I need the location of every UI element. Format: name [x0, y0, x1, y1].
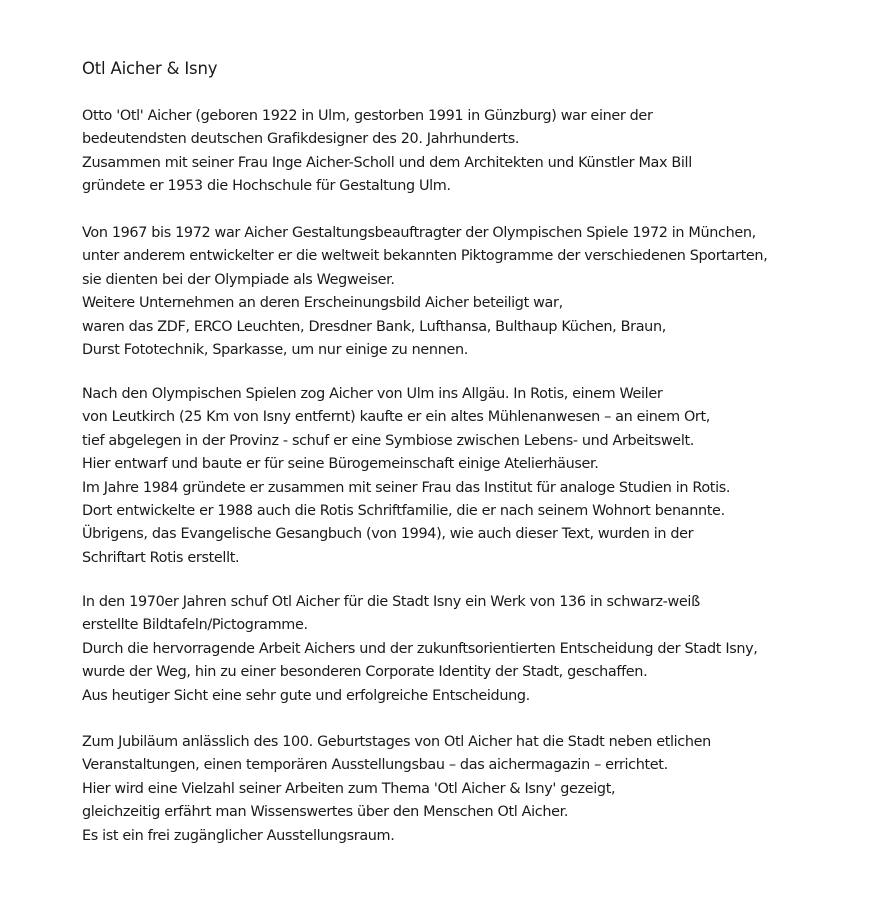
text-line: Veranstaltungen, einen temporären Ausstellungsbau – das aichermagazin – errichtet. — [82, 757, 668, 774]
text-line: Übrigens, das Evangelische Gesangbuch (von 1994), wie auch dieser Text, wurden in der — [82, 526, 694, 543]
text-line: Dort entwickelte er 1988 auch die Rotis Schriftfamilie, die er nach seinem Wohnort benannte. — [82, 502, 725, 519]
text-line: von Leutkirch (25 Km von Isny entfernt) kaufte er ein altes Mühlenanwesen – an einem Ort, — [82, 409, 711, 426]
text-line: Weitere Unternehmen an deren Erscheinungsbild Aicher beteiligt war, — [82, 295, 563, 312]
text-line: Von 1967 bis 1972 war Aicher Gestaltungsbeauftragter der Olympischen Spiele 1972 in München, — [82, 225, 756, 241]
text-line: Zum Jubiläum anlässlich des 100. Geburtstages von Otl Aicher hat die Stadt neben etlichen — [82, 734, 711, 750]
paragraph-olympics — [82, 222, 767, 362]
text-line: erstellte Bildtafeln/Pictogramme. — [82, 617, 308, 634]
paragraph-biography — [82, 105, 692, 199]
text-line: Zusammen mit seiner Frau Inge Aicher-Scholl und dem Architekten und Künstler Max Bill — [82, 154, 692, 171]
text-line: tief abgelegen in der Provinz - schuf er eine Symbiose zwischen Lebens- und Arbeitswelt. — [82, 432, 694, 449]
text-line: waren das ZDF, ERCO Leuchten, Dresdner Bank, Lufthansa, Bulthaup Küchen, Braun, — [82, 318, 666, 335]
text-line: Durch die hervorragende Arbeit Aichers und der zukunftsorientierten Entscheidung der Stadt Isny, — [82, 640, 758, 657]
text-line: Durst Fototechnik, Sparkasse, um nur einige zu nennen. — [82, 341, 468, 358]
paragraph-isny — [82, 591, 758, 708]
text-line: bedeutendsten deutschen Grafikdesigner des 20. Jahrhunderts. — [82, 131, 520, 148]
text-line: gleichzeitig erfährt man Wissenswertes über den Menschen Otl Aicher. — [82, 804, 569, 821]
text-line: sie dienten bei der Olympiade als Wegweiser. — [82, 271, 395, 288]
text-line: Hier entwarf und baute er für seine Bürogemeinschaft einige Atelierhäuser. — [82, 456, 599, 473]
text-line: Aus heutiger Sicht eine sehr gute und erfolgreiche Entscheidung. — [82, 687, 530, 704]
text-line: Nach den Olympischen Spielen zog Aicher von Ulm ins Allgäu. In Rotis, einem Weiler — [82, 386, 663, 402]
text-line: Im Jahre 1984 gründete er zusammen mit seiner Frau das Institut für analoge Studien in Rotis. — [82, 479, 731, 496]
paragraph-jubilee — [82, 731, 711, 848]
paragraph-rotis — [82, 383, 730, 570]
text-line: Schriftart Rotis erstellt. — [82, 549, 240, 566]
text-line: Otto 'Otl' Aicher (geboren 1922 in Ulm, gestorben 1991 in Günzburg) war einer der — [82, 108, 653, 124]
text-line: In den 1970er Jahren schuf Otl Aicher für die Stadt Isny ein Werk von 136 in schwarz-weiß — [82, 594, 700, 610]
text-line: unter anderem entwickelter er die weltweit bekannten Piktogramme der verschiedenen Sportarten, — [82, 248, 768, 265]
document-title: Otl Aicher & Isny — [82, 59, 218, 78]
text-line: gründete er 1953 die Hochschule für Gestaltung Ulm. — [82, 178, 451, 195]
text-line: wurde der Weg, hin zu einer besonderen Corporate Identity der Stadt, geschaffen. — [82, 664, 648, 681]
text-line: Es ist ein frei zugänglicher Ausstellungsraum. — [82, 827, 395, 844]
text-line: Hier wird eine Vielzahl seiner Arbeiten zum Thema 'Otl Aicher & Isny' gezeigt, — [82, 780, 616, 797]
